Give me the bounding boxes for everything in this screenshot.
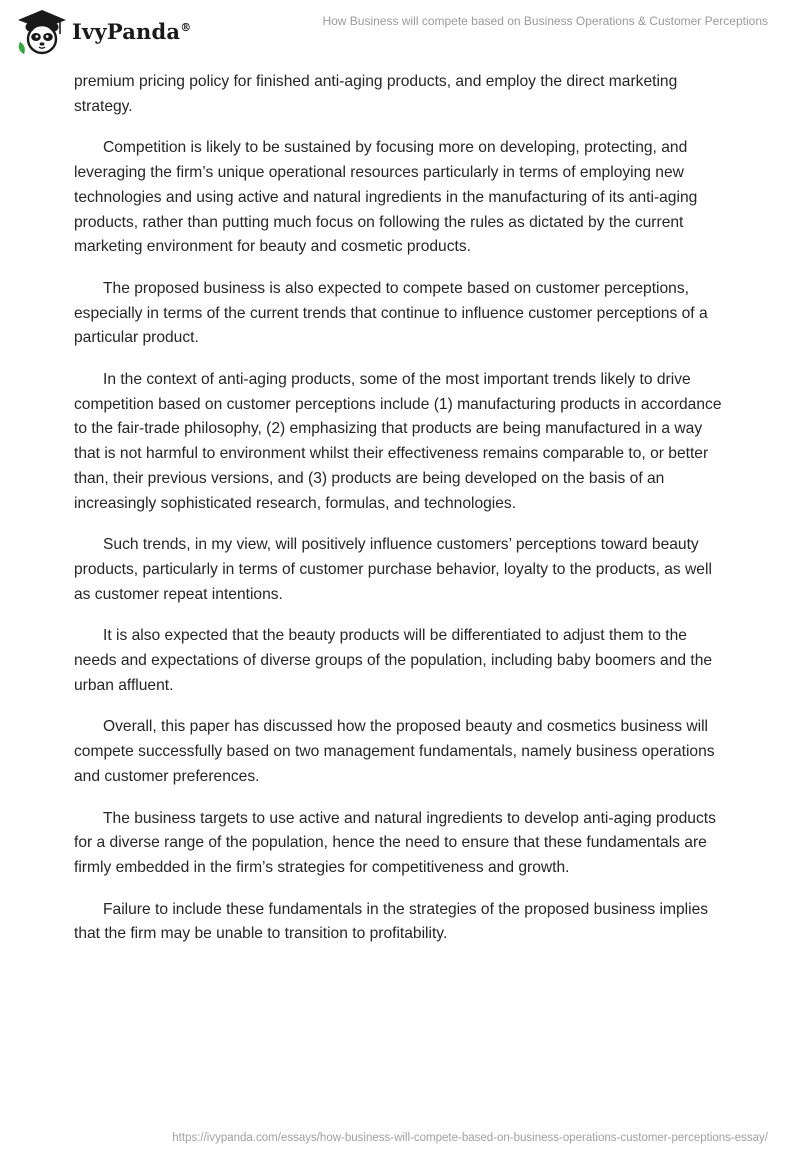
paragraph: The proposed business is also expected to compete based on customer perceptions, especially in terms of the current trends that continue to influence customer perceptions of a particular product. [74, 279, 708, 347]
paragraph: It is also expected that the beauty products will be differentiated to adjust them to the needs and expectations of diverse groups of the population, including baby boomers and the urban affluent. [74, 627, 713, 694]
paragraph: The business targets to use active and natural ingredients to develop anti-aging products for a diverse range of the population, hence the need to ensure that these fundamentals are firmly embedded in the firm’s strategies for competitiveness and growth. [74, 809, 716, 876]
source-url[interactable]: https://ivypanda.com/essays/how-business-will-compete-based-on-business-operations-customer-perceptions-essay/ [172, 1132, 768, 1144]
brand-name: IvyPanda [72, 18, 181, 44]
ivypanda-logo[interactable] [14, 8, 191, 56]
document-title: How Business will compete based on Business Operations & Customer Perceptions [322, 14, 768, 28]
paragraph: In the context of anti-aging products, some of the most important trends likely to drive competition based on customer perceptions include (1) manufacturing products in accordance to the fair-trade philosophy, (2) emphasizing that products are being manufactured in a way that is not harmful to environment whilst their effectiveness remains comparable to, or better than, their previous versions, and (3) products are being developed on the basis of an increasingly sophisticated research, formulas, and technologies. [74, 371, 722, 512]
page-header [0, 0, 800, 60]
paragraph: Competition is likely to be sustained by focusing more on developing, protecting, and leveraging the firm’s unique operational resources particularly in terms of employing new technologies and using active and natural ingredients in the manufacturing of its anti-aging products, rather than putting much focus on following the rules as dictated by the current marketing environment for beauty and cosmetic products. [74, 139, 698, 256]
paragraph: Overall, this paper has discussed how the proposed beauty and cosmetics business will compete successfully based on two management fundamentals, namely business operations and customer preferences. [74, 718, 715, 785]
paragraph: Failure to include these fundamentals in the strategies of the proposed business implies that the firm may be unable to transition to profitability. [74, 900, 709, 943]
registered-mark: ® [180, 20, 192, 34]
paragraph: premium pricing policy for finished anti-aging products, and employ the direct marketing strategy. [74, 73, 678, 115]
essay-body [74, 70, 728, 964]
panda-graduate-icon [14, 8, 70, 56]
paragraph: Such trends, in my view, will positively influence customers’ perceptions toward beauty products, particularly in terms of customer purchase behavior, loyalty to the products, as well as customer repeat intentions. [74, 536, 712, 603]
